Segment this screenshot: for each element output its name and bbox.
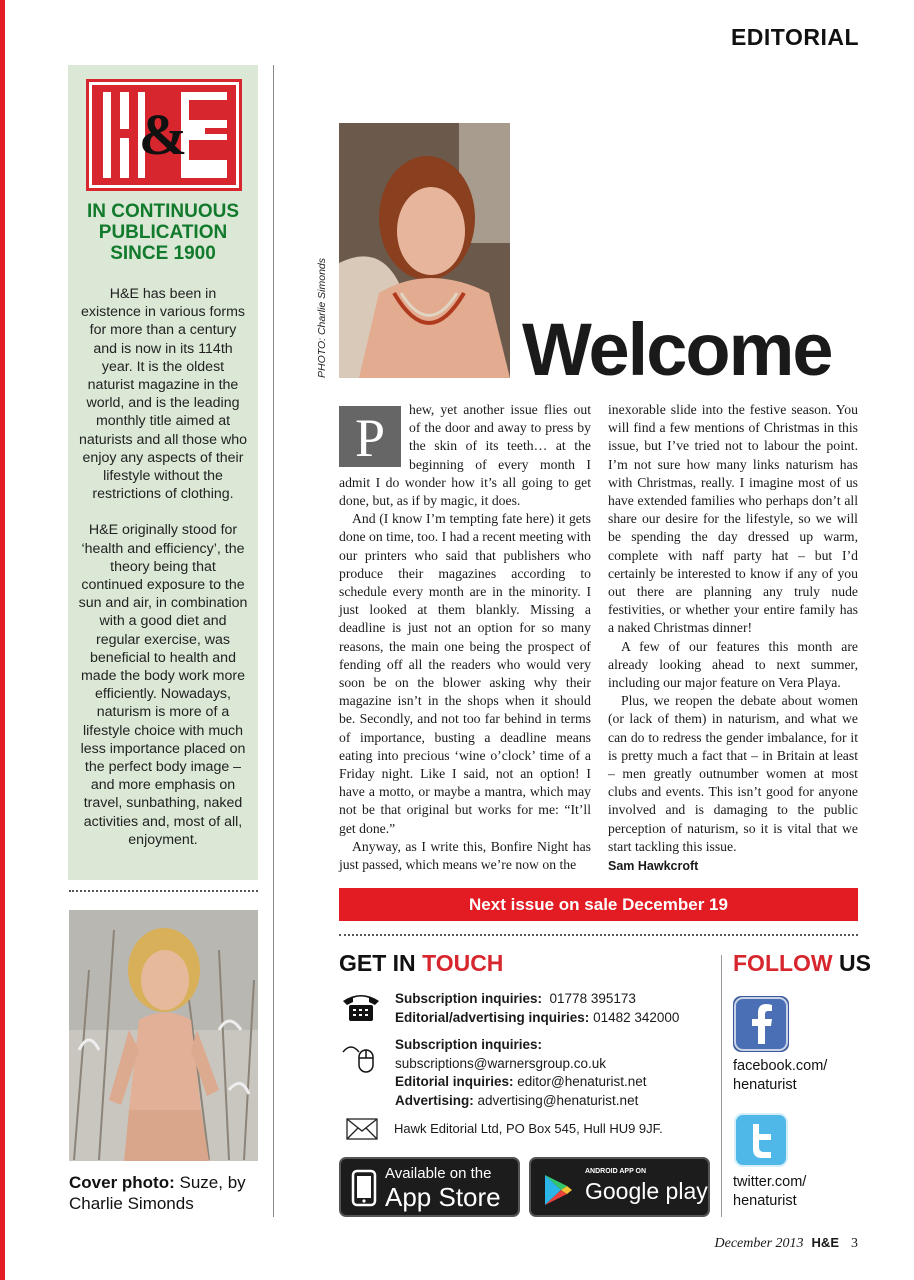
sidebar-paragraph: H&E originally stood for ‘health and efficiency’, the theory being that continued exposure to the sun and air, in combination with a good diet and regular exercise, was beneficial to health and made the body work more efficiently. Nowadays, naturism is more of a lifestyle choice with much less importance placed on the perfect body image – and more emphasis on travel, sunbathing, naked activities and, most of all, enjoyment. xyxy=(78,522,248,848)
subscription-phone[interactable]: 01778 395173 xyxy=(549,991,636,1006)
sidebar-paragraph: H&E has been in existence in various forms for more than a century and is now in its 114th year. It is the oldest naturist magazine in the world, and is the leading monthly title aimed at naturists and all those who enjoy any aspects of their lifestyle without the restrictions of clothing. xyxy=(79,286,247,503)
page-title: Welcome xyxy=(522,308,832,391)
google-play-badge[interactable] xyxy=(529,1157,710,1217)
sidebar-body xyxy=(78,285,248,867)
magazine-name: H&E xyxy=(811,1235,839,1250)
app-store-badge[interactable] xyxy=(339,1157,520,1217)
banner-divider xyxy=(339,934,858,936)
app-store-big-text: App Store xyxy=(385,1182,501,1212)
twitter-link-line: twitter.com/ xyxy=(733,1174,807,1190)
email-label: Subscription inquiries: xyxy=(395,1037,543,1052)
editorial-email[interactable]: editor@henaturist.net xyxy=(517,1074,647,1089)
phone-label: Subscription inquiries: xyxy=(395,991,543,1006)
facebook-icon[interactable] xyxy=(733,996,789,1052)
he-logo-ampersand: & xyxy=(138,102,188,167)
sidebar-divider xyxy=(69,890,258,892)
facebook-link-line: henaturist xyxy=(733,1077,797,1093)
editor-photo xyxy=(339,123,510,378)
editorial-phone[interactable]: 01482 342000 xyxy=(593,1009,680,1025)
article-paragraph: Anyway, as I write this, Bonfire Night has just passed, which means we’re now on the xyxy=(339,838,591,873)
page-footer xyxy=(715,1234,858,1252)
article-paragraph: hew, yet another issue flies out of the door and away to press by the skin of its teeth… at the beginning of every month I admit I do wonder how it’s all going to get done, but, as if by magic, it does. xyxy=(339,402,591,509)
sidebar-box xyxy=(68,65,258,880)
section-label: EDITORIAL xyxy=(730,24,859,50)
facebook-link[interactable] xyxy=(733,1057,827,1095)
drop-cap: P xyxy=(339,406,401,467)
cover-caption-text: Suze, by Charlie Simonds xyxy=(69,1173,246,1213)
he-logo xyxy=(86,79,242,191)
article-paragraph: A few of our features this month are already looking ahead to next summer, including our major feature on Vera Playa. xyxy=(608,638,858,691)
sidebar-heading xyxy=(76,201,250,264)
heading-part-accent: TOUCH xyxy=(422,950,504,976)
advertising-email[interactable]: advertising@henaturist.net xyxy=(477,1092,639,1108)
article-paragraph: And (I know I’m tempting fate here) it gets done on time, too. I had a recent meeting with our printers who said that publishers who produce their magazines according to schedule every month are in the minority. I just looked at them blankly. Missing a deadline is just not an option for so many reasons, the main one being the prospect of fending off all the readers who would very soon be on the blower asking why their magazine isn’t in the shops when it should be. Secondly, and not too far behind in terms of importance, busting a deadline means eating into precious ‘wine o’clock’ time of a Friday night. Like I said, not an option! I have a motto, or maybe a mantra, which may not be that original but works for me: “It’ll get done.” xyxy=(339,511,592,836)
email-label: Editorial inquiries: xyxy=(395,1074,514,1089)
email-label: Advertising: xyxy=(395,1092,474,1108)
cover-caption xyxy=(69,1172,269,1214)
he-logo-graphic xyxy=(89,82,239,188)
issue-date: December 2013 xyxy=(714,1236,804,1251)
cover-caption-label: Cover photo: xyxy=(69,1173,175,1192)
sidebar-heading-line: PUBLICATION xyxy=(98,222,228,243)
phone-icon xyxy=(351,1169,377,1207)
follow-us-heading xyxy=(733,950,871,977)
email-contacts xyxy=(395,1036,647,1110)
get-in-touch-heading xyxy=(339,950,503,977)
article-paragraph: inexorable slide into the festive season. You will find a few mentions of Christmas in this issue, but I’ve tried not to labour the point. I’m not sure how many links naturism has with Christmas, really. I imagine most of us have extended families who perhaps don’t all share our desire for the lifestyle, so we will be spending the day dressed up warm, complete with naff party hat – but I’d certainly be interested to know if any of you out there are planning any truly nude festivities, or whether your entire family has a naked Christmas dinner! xyxy=(608,402,858,636)
article-column-1 xyxy=(339,401,591,874)
twitter-link[interactable] xyxy=(733,1173,806,1211)
twitter-link-line: henaturist xyxy=(733,1193,797,1209)
column-rule xyxy=(273,65,274,1217)
follow-divider xyxy=(721,955,722,1217)
phone-contacts xyxy=(395,990,679,1027)
page-number: 3 xyxy=(851,1236,858,1251)
mouse-icon xyxy=(341,1038,377,1079)
google-play-big-text: Google play xyxy=(585,1178,708,1204)
twitter-icon[interactable] xyxy=(733,1112,789,1168)
sidebar-heading-line: IN CONTINUOUS xyxy=(87,201,239,222)
heading-part: GET IN xyxy=(339,950,416,976)
google-play-small-text: ANDROID APP ON xyxy=(585,1168,647,1175)
telephone-icon xyxy=(341,991,381,1028)
next-issue-banner: Next issue on sale December 19 xyxy=(339,888,858,921)
facebook-link-line: facebook.com/ xyxy=(733,1058,828,1074)
author-signature: Sam Hawkcroft xyxy=(608,859,699,874)
page-edge-bar xyxy=(0,0,5,1280)
heading-part-accent: FOLLOW xyxy=(733,950,833,976)
article-column-2 xyxy=(608,401,858,875)
article-paragraph: Plus, we reopen the debate about women (or lack of them) in naturism, and what we can do to redress the gender imbalance, for it is pretty much a fact that – in Britain at least – men greatly outnumber women at most clubs and events. This isn’t good for anyone involved and is damaging to the public perception of naturism, so it is vital that we start tackling this issue. xyxy=(608,693,858,854)
subscriptions-email[interactable]: subscriptions@warnersgroup.co.uk xyxy=(395,1055,607,1071)
app-store-small-text: Available on the xyxy=(385,1165,492,1182)
google-play-icon xyxy=(543,1173,573,1207)
sidebar-heading-line: SINCE 1900 xyxy=(110,243,216,264)
heading-part: US xyxy=(839,950,871,976)
cover-photo xyxy=(69,910,258,1161)
phone-label: Editorial/advertising inquiries: xyxy=(395,1009,590,1025)
photo-credit: PHOTO: Charlie Simonds xyxy=(316,257,328,378)
envelope-icon xyxy=(346,1118,378,1145)
postal-address: Hawk Editorial Ltd, PO Box 545, Hull HU9 9JF. xyxy=(394,1121,663,1136)
